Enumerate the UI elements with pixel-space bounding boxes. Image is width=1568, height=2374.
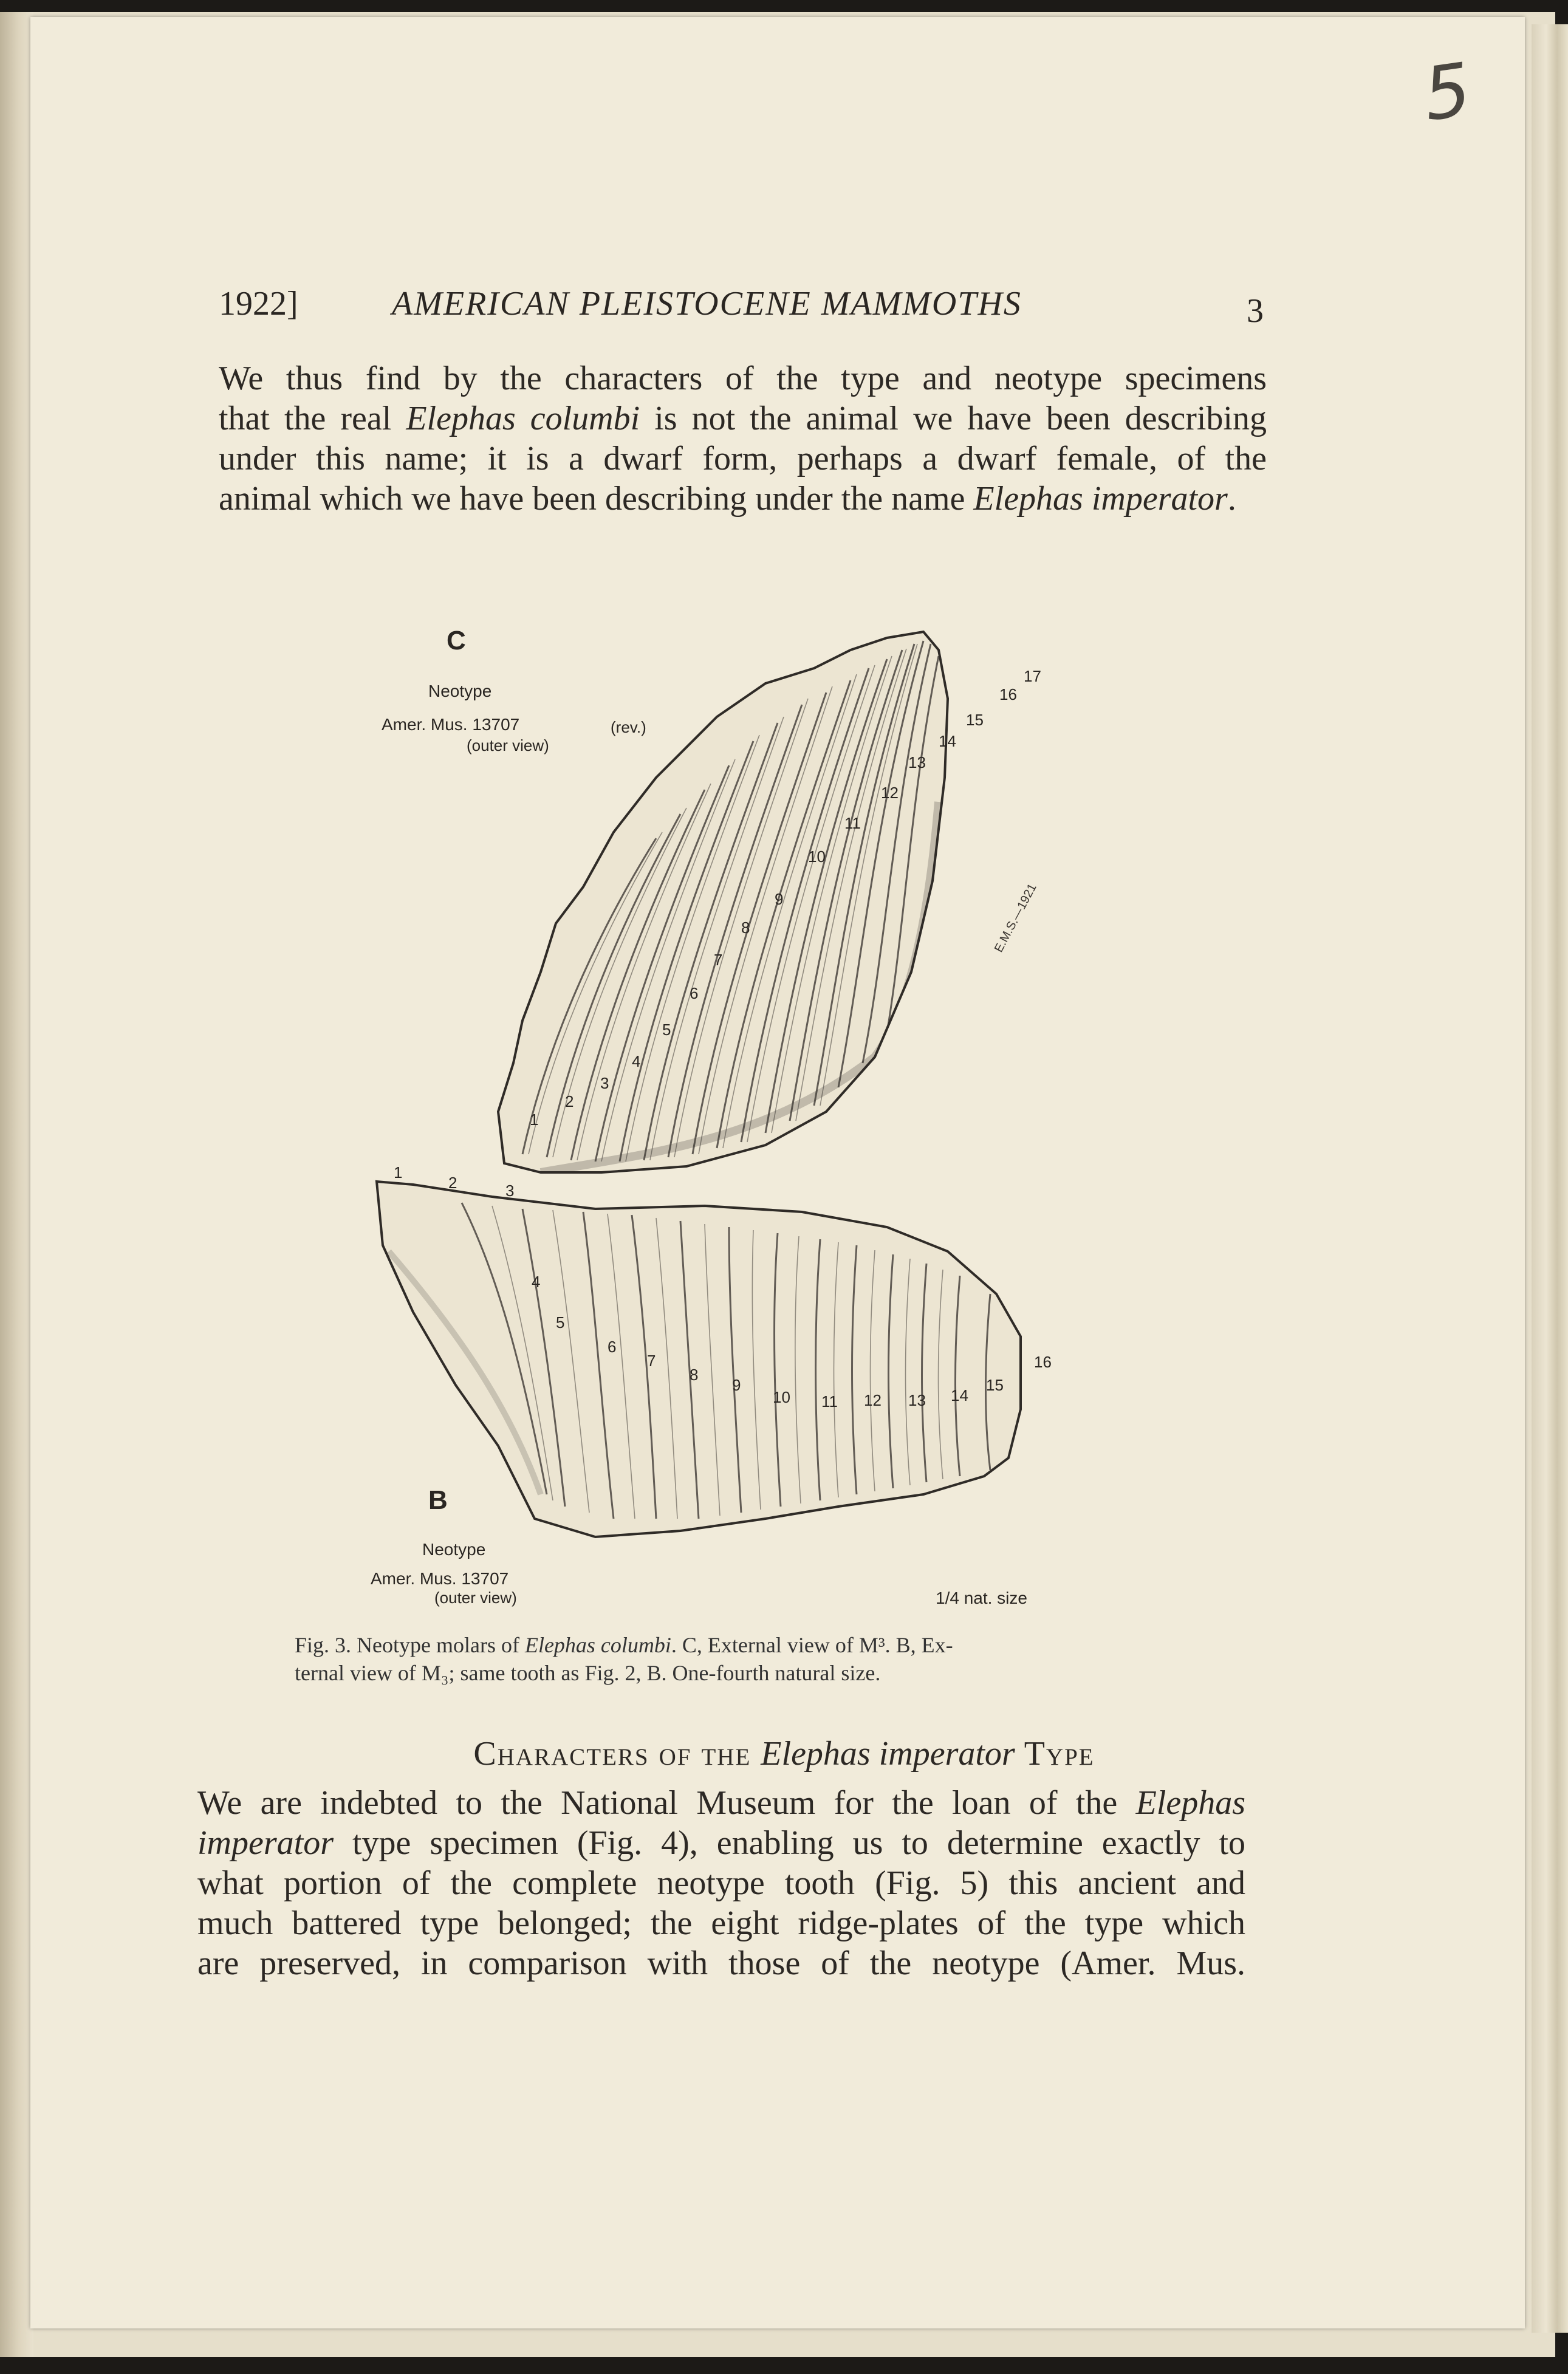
plate-number: 15 — [966, 711, 984, 729]
handwritten-page-mark: 5 — [1418, 47, 1476, 138]
plate-number: 15 — [986, 1376, 1004, 1394]
text-line: under this name; it is a dwarf form, perhaps a dwarf female, of the — [219, 440, 1267, 477]
plate-number: 13 — [908, 753, 926, 771]
plate-number: 10 — [808, 847, 826, 866]
lower-museum-label: Amer. Mus. 13707 — [371, 1569, 509, 1588]
plate-number: 3 — [600, 1074, 609, 1092]
paragraph-elephas-imperator — [197, 1783, 1245, 1983]
fig-letter-b: B — [428, 1485, 448, 1515]
plate-number: 3 — [505, 1182, 515, 1200]
figure-caption — [295, 1631, 1169, 1687]
upper-museum-label: Amer. Mus. 13707 — [382, 715, 520, 734]
paragraph-elephas-columbi — [219, 358, 1267, 519]
upper-view-label: (outer view) — [467, 736, 549, 754]
plate-number: 5 — [556, 1313, 565, 1332]
plate-number: 6 — [690, 984, 699, 1002]
text-line: that the real Elephas columbi is not the animal we have been describing — [219, 400, 1267, 437]
text-line: animal which we have been describing under the name Elephas imperator. — [219, 480, 1236, 518]
plate-number: 12 — [881, 784, 899, 802]
lower-molar-drawing — [377, 1182, 1021, 1537]
plate-number: 4 — [632, 1052, 641, 1070]
plate-number: 2 — [565, 1092, 574, 1110]
plate-number: 1 — [530, 1110, 539, 1129]
running-head-title: AMERICAN PLEISTOCENE MAMMOTHS — [392, 285, 1022, 323]
text-line: much battered type belonged; the eight ridge-plates of the type which — [197, 1904, 1245, 1942]
section-heading: Characters of the Elephas imperator Type — [473, 1735, 1095, 1773]
plate-number: 13 — [908, 1391, 926, 1409]
plate-number: 8 — [690, 1366, 699, 1384]
plate-number: 16 — [999, 685, 1017, 703]
plate-number: 11 — [821, 1392, 838, 1411]
plate-number: 17 — [1024, 667, 1041, 685]
plate-number: 10 — [773, 1388, 790, 1406]
text-line: what portion of the complete neotype tooth (Fig. 5) this ancient and — [197, 1864, 1245, 1902]
plate-number: 9 — [775, 890, 784, 908]
page-number: 3 — [1247, 292, 1264, 330]
text-line: imperator type specimen (Fig. 4), enabling us to determine exactly to — [197, 1824, 1245, 1862]
running-head-year: 1922] — [219, 285, 298, 323]
plate-number: 7 — [647, 1352, 656, 1370]
text-line: are preserved, in comparison with those of the neotype (Amer. Mus. — [197, 1945, 1245, 1982]
upper-specimen-label: Neotype — [428, 682, 492, 700]
fig-letter-c: C — [447, 626, 466, 655]
plate-number: 14 — [951, 1386, 968, 1404]
lower-specimen-label: Neotype — [422, 1540, 486, 1559]
plate-number: 16 — [1034, 1353, 1052, 1371]
plate-number: 6 — [608, 1338, 617, 1356]
plate-number: 14 — [939, 732, 956, 750]
book-gutter — [0, 12, 33, 2357]
figure-3-molar-drawings — [340, 547, 1130, 1628]
plate-number: 11 — [844, 814, 861, 832]
caption-line: ternal view of M₃; same tooth as Fig. 2, B. One-fourth natural size. — [295, 1661, 881, 1685]
text-line: We thus find by the characters of the type and neotype specimens — [219, 360, 1267, 397]
page-stack-edge — [1532, 24, 1568, 2333]
molar-illustration — [340, 547, 1130, 1628]
plate-number: 7 — [714, 951, 723, 969]
text-line: We are indebted to the National Museum for the loan of the Elephas — [197, 1784, 1245, 1822]
running-head — [219, 284, 1264, 330]
plate-number: 8 — [741, 918, 750, 937]
scale-label: 1/4 nat. size — [936, 1589, 1027, 1607]
artist-signature: E.M.S.—1921 — [991, 881, 1039, 955]
plate-number: 5 — [662, 1021, 671, 1039]
lower-view-label: (outer view) — [434, 1589, 517, 1607]
caption-line: Fig. 3. Neotype molars of Elephas columbi. C, External view of M³. B, Ex- — [295, 1633, 953, 1657]
plate-number: 2 — [448, 1174, 457, 1192]
upper-rev-label: (rev.) — [611, 718, 646, 736]
plate-number: 9 — [732, 1376, 741, 1394]
plate-number: 12 — [864, 1391, 882, 1409]
plate-number: 4 — [532, 1273, 541, 1291]
plate-number: 1 — [394, 1163, 403, 1182]
